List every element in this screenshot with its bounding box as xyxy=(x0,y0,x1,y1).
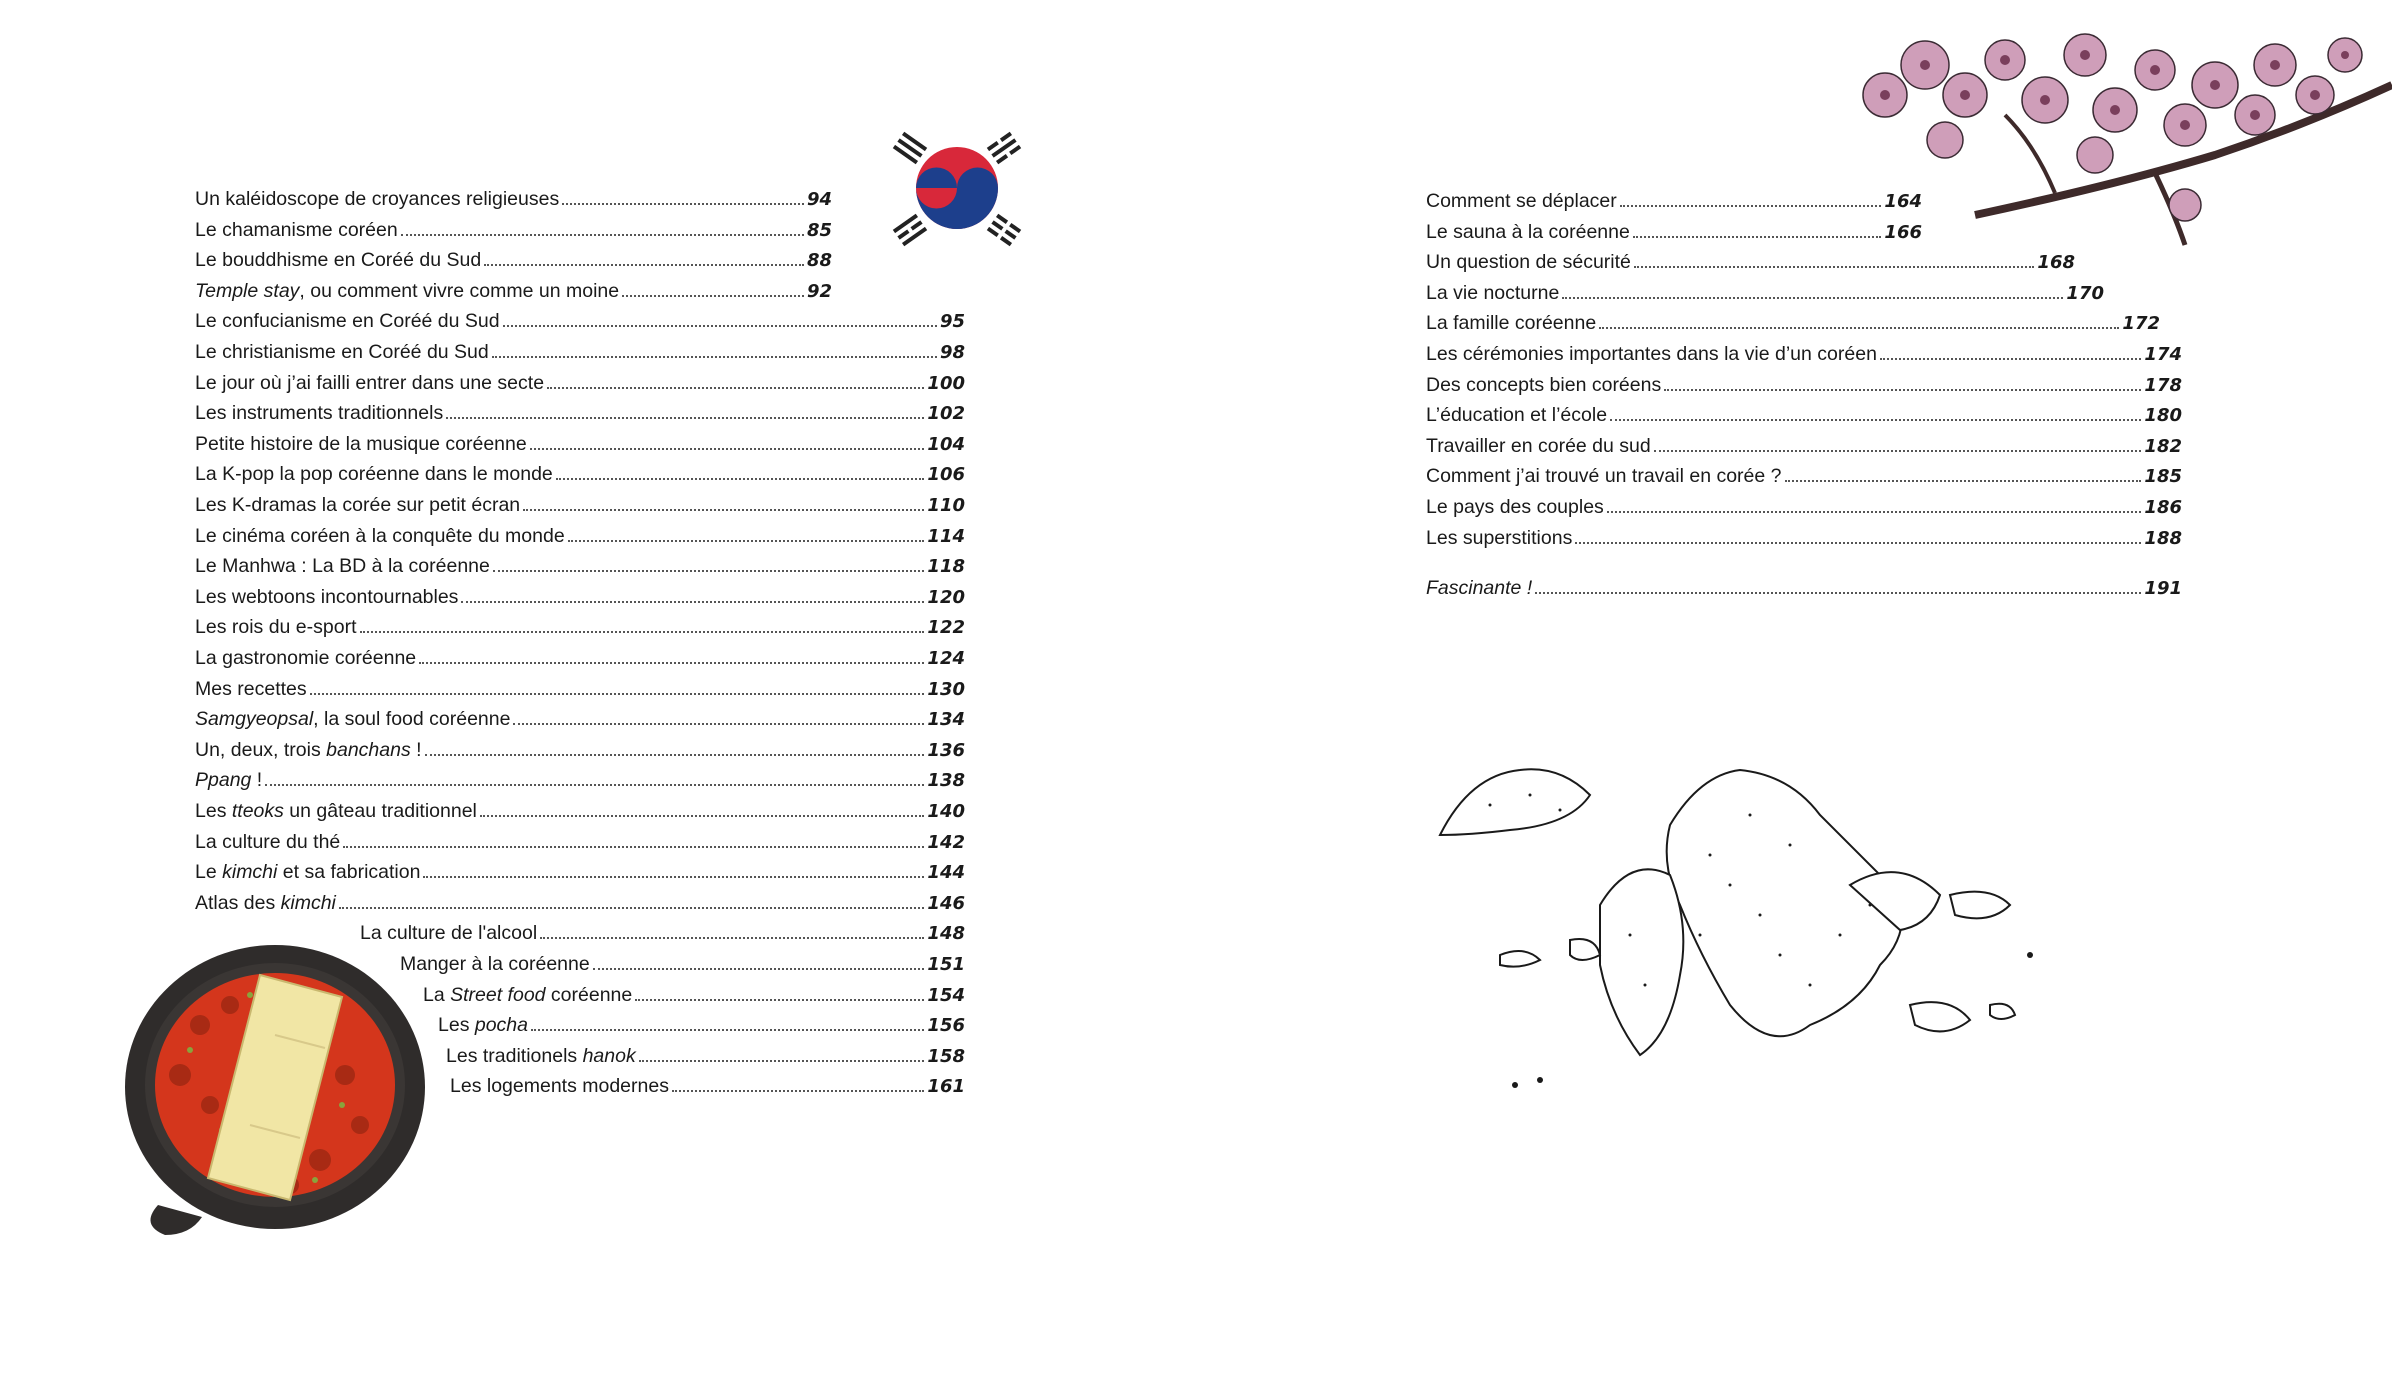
toc-page-number: 182 xyxy=(2144,435,2182,457)
toc-entry xyxy=(195,338,965,366)
toc-entry xyxy=(195,766,965,794)
toc-entry xyxy=(195,185,832,213)
toc-entry xyxy=(1426,279,2104,307)
toc-entry xyxy=(1426,371,2182,399)
toc-entry xyxy=(195,246,832,274)
toc-entry-title: Travailler en corée du sud xyxy=(1426,434,1651,457)
toc-entry-title: Le pays des couples xyxy=(1426,496,1604,518)
toc-page-number: 120 xyxy=(927,586,965,608)
toc-entry-title: Le cinéma coréen à la conquête du monde xyxy=(195,524,565,547)
toc-entry-title: Le sauna à la coréenne xyxy=(1426,220,1630,243)
toc-dot-leader xyxy=(343,845,924,848)
toc-entry-title: Comment j’ai trouvé un travail en corée ? xyxy=(1426,465,1782,488)
toc-dot-leader xyxy=(672,1089,924,1092)
toc-page-number: 188 xyxy=(2144,527,2182,549)
toc-page-number: 164 xyxy=(1884,191,1922,212)
toc-entry-title: La gastronomie coréenne xyxy=(195,647,417,669)
toc-dot-leader xyxy=(360,630,925,633)
toc-dot-leader xyxy=(556,477,925,480)
toc-dot-leader xyxy=(401,233,804,236)
toc-entry xyxy=(195,369,965,397)
toc-entry xyxy=(195,858,965,886)
toc-entry-title: La culture du thé xyxy=(195,830,341,853)
toc-dot-leader xyxy=(622,294,804,297)
toc-entry-title: Les instruments traditionnels xyxy=(195,402,444,425)
toc-entry-title: Les superstitions xyxy=(1426,526,1573,549)
toc-dot-leader xyxy=(419,661,924,664)
toc-page-number: 168 xyxy=(2037,252,2075,274)
toc-entry-title: Les rois du e-sport xyxy=(195,616,357,639)
toc-dot-leader xyxy=(568,539,925,542)
toc-dot-leader xyxy=(1562,296,2063,299)
toc-page-number: 154 xyxy=(927,984,965,1006)
toc-entry xyxy=(195,828,965,856)
toc-dot-leader xyxy=(1654,449,2142,452)
toc-entry-title: Le kimchi et sa fabrication xyxy=(195,861,421,884)
toc-entry xyxy=(195,430,965,458)
toc-dot-leader xyxy=(1634,265,2035,268)
toc-page-number: 185 xyxy=(2144,466,2182,488)
toc-page-number: 186 xyxy=(2144,497,2182,518)
toc-entry xyxy=(1426,432,2182,460)
toc-entry xyxy=(1426,574,2182,602)
toc-entry-title: Le chamanisme coréen xyxy=(195,218,398,241)
toc-page-number: 191 xyxy=(2144,578,2182,600)
toc-entry-title: La K-pop la pop coréenne dans le monde xyxy=(195,463,553,486)
toc-entry-title: Des concepts bien coréens xyxy=(1426,373,1662,396)
toc-page-number: 95 xyxy=(939,311,965,333)
toc-page-number: 104 xyxy=(927,433,965,455)
toc-page-number: 166 xyxy=(1884,221,1922,243)
toc-entry-title: Atlas des kimchi xyxy=(195,891,336,914)
toc-entry-title: Les webtoons incontournables xyxy=(195,585,459,608)
tteokbokki-pan-illustration xyxy=(110,935,440,1245)
toc-dot-leader xyxy=(513,722,924,725)
toc-entry-title: Les logements modernes xyxy=(450,1075,669,1098)
toc-page-number: 151 xyxy=(927,954,965,975)
toc-page-number: 122 xyxy=(927,617,965,639)
toc-page-number: 148 xyxy=(927,923,965,945)
toc-dot-leader xyxy=(310,692,925,695)
toc-entry-title: Les traditionels hanok xyxy=(446,1044,636,1067)
toc-dot-leader xyxy=(530,447,925,450)
toc-entry-title: Mes recettes xyxy=(195,677,307,700)
toc-page-number: 134 xyxy=(927,709,965,731)
toc-page-number: 156 xyxy=(927,1015,965,1037)
toc-dot-leader xyxy=(1575,541,2141,544)
toc-entry xyxy=(195,491,965,519)
toc-entry-title: Le Manhwa : La BD à la coréenne xyxy=(195,555,490,578)
toc-dot-leader xyxy=(425,753,925,756)
toc-page-number: 114 xyxy=(927,525,965,547)
toc-entry-title: Le confucianisme en Coréé du Sud xyxy=(195,310,500,333)
toc-entry xyxy=(195,277,832,305)
toc-entry xyxy=(438,1011,965,1039)
toc-dot-leader xyxy=(540,936,924,939)
toc-page-number: 178 xyxy=(2144,374,2182,396)
toc-dot-leader xyxy=(531,1028,924,1031)
toc-dot-leader xyxy=(1880,357,2142,360)
toc-entry xyxy=(1426,309,2160,337)
cherry-blossom-illustration xyxy=(1855,15,2392,265)
toc-entry xyxy=(1426,218,1922,246)
toc-entry-title: La culture de l'alcool xyxy=(360,922,538,945)
toc-dot-leader xyxy=(493,569,925,572)
toc-dot-leader xyxy=(593,967,925,970)
toc-page-number: 146 xyxy=(927,892,965,914)
toc-dot-leader xyxy=(484,263,804,266)
toc-page-number: 138 xyxy=(927,770,965,792)
toc-entry xyxy=(446,1042,965,1070)
toc-entry xyxy=(195,705,965,733)
toc-page-number: 144 xyxy=(927,862,965,884)
toc-dot-leader xyxy=(562,202,804,205)
toc-entry xyxy=(195,460,965,488)
toc-entry-title: Un question de sécurité xyxy=(1426,251,1631,274)
toc-page-number: 100 xyxy=(927,372,965,394)
toc-page-number: 85 xyxy=(806,219,832,241)
toc-entry xyxy=(195,216,832,244)
toc-page-number: 161 xyxy=(927,1076,965,1098)
toc-entry xyxy=(195,736,965,764)
toc-entry-title: La Street food coréenne xyxy=(423,983,633,1006)
toc-dot-leader xyxy=(461,600,924,603)
toc-entry-title: Les tteoks un gâteau traditionnel xyxy=(195,800,477,822)
toc-entry xyxy=(400,950,965,978)
toc-dot-leader xyxy=(503,324,937,327)
toc-entry xyxy=(1426,462,2182,490)
toc-dot-leader xyxy=(1633,235,1882,238)
toc-entry xyxy=(1426,524,2182,552)
toc-entry-title: La vie nocturne xyxy=(1426,281,1560,304)
toc-entry-title: Le christianisme en Coréé du Sud xyxy=(195,341,489,363)
toc-entry-title: Ppang ! xyxy=(195,769,263,792)
toc-dot-leader xyxy=(1607,510,2142,513)
toc-page-number: 172 xyxy=(2122,313,2160,335)
toc-entry-title: Le jour où j’ai failli entrer dans une secte xyxy=(195,371,545,394)
toc-page-number: 124 xyxy=(927,648,965,669)
rocky-islands-illustration xyxy=(1430,755,2120,1095)
toc-dot-leader xyxy=(1610,418,2141,421)
toc-entry-title: Fascinante ! xyxy=(1426,577,1533,600)
toc-entry-title: Les K-dramas la corée sur petit écran xyxy=(195,494,521,516)
korean-flag-icon xyxy=(890,130,1025,248)
toc-dot-leader xyxy=(523,508,924,511)
toc-entry xyxy=(423,981,965,1009)
toc-dot-leader xyxy=(1664,388,2141,391)
toc-dot-leader xyxy=(1785,479,2142,482)
toc-dot-leader xyxy=(423,875,924,878)
toc-page-number: 102 xyxy=(927,403,965,425)
toc-entry xyxy=(195,797,965,825)
toc-dot-leader xyxy=(547,386,924,389)
toc-entry-title: Temple stay, ou comment vivre comme un moine xyxy=(195,279,620,302)
toc-page-number: 98 xyxy=(939,342,965,363)
toc-entry-title: Un, deux, trois banchans ! xyxy=(195,738,422,761)
toc-entry-title: Comment se déplacer xyxy=(1426,190,1617,212)
toc-dot-leader xyxy=(492,355,937,358)
toc-page-number: 140 xyxy=(927,801,965,822)
toc-entry xyxy=(1426,340,2182,368)
toc-page-number: 118 xyxy=(927,556,965,578)
toc-entry xyxy=(195,307,965,335)
toc-entry-title: Samgyeopsal, la soul food coréenne xyxy=(195,708,511,731)
toc-entry xyxy=(195,644,965,672)
toc-page-number: 106 xyxy=(927,464,965,486)
toc-entry xyxy=(450,1072,965,1100)
toc-dot-leader xyxy=(1535,591,2141,594)
toc-entry-title: Les cérémonies importantes dans la vie d’un coréen xyxy=(1426,343,1877,365)
toc-entry-title: Les pocha xyxy=(438,1014,528,1037)
toc-entry xyxy=(195,889,965,917)
toc-dot-leader xyxy=(1599,326,2119,329)
toc-entry xyxy=(1426,401,2182,429)
toc-entry-title: L’éducation et l’école xyxy=(1426,404,1608,427)
toc-page-number: 142 xyxy=(927,831,965,853)
toc-dot-leader xyxy=(265,783,924,786)
toc-page-number: 136 xyxy=(927,739,965,761)
toc-dot-leader xyxy=(339,906,925,909)
toc-page-number: 158 xyxy=(927,1045,965,1067)
toc-entry xyxy=(360,919,965,947)
toc-dot-leader xyxy=(639,1059,925,1062)
toc-page-number: 92 xyxy=(806,280,832,302)
toc-entry xyxy=(195,675,965,703)
toc-entry-title: Un kaléidoscope de croyances religieuses xyxy=(195,188,560,210)
toc-entry xyxy=(195,399,965,427)
toc-dot-leader xyxy=(480,814,925,817)
toc-entry xyxy=(1426,493,2182,521)
toc-page-number: 94 xyxy=(806,189,832,210)
toc-page-number: 174 xyxy=(2144,344,2182,365)
toc-entry xyxy=(195,552,965,580)
toc-entry xyxy=(195,522,965,550)
toc-entry-title: La famille coréenne xyxy=(1426,312,1597,335)
toc-entry xyxy=(1426,187,1922,215)
toc-entry xyxy=(195,583,965,611)
toc-dot-leader xyxy=(1620,204,1882,207)
toc-entry xyxy=(195,613,965,641)
toc-page-number: 170 xyxy=(2066,282,2104,304)
toc-page-number: 130 xyxy=(927,678,965,700)
toc-entry-title: Petite histoire de la musique coréenne xyxy=(195,432,527,455)
toc-entry-title: Le bouddhisme en Coréé du Sud xyxy=(195,249,482,272)
toc-page-number: 110 xyxy=(927,495,965,516)
toc-page-number: 88 xyxy=(806,250,832,272)
toc-dot-leader xyxy=(635,998,924,1001)
toc-dot-leader xyxy=(446,416,924,419)
toc-page-number: 180 xyxy=(2144,405,2182,427)
toc-entry-title: Manger à la coréenne xyxy=(400,953,590,975)
